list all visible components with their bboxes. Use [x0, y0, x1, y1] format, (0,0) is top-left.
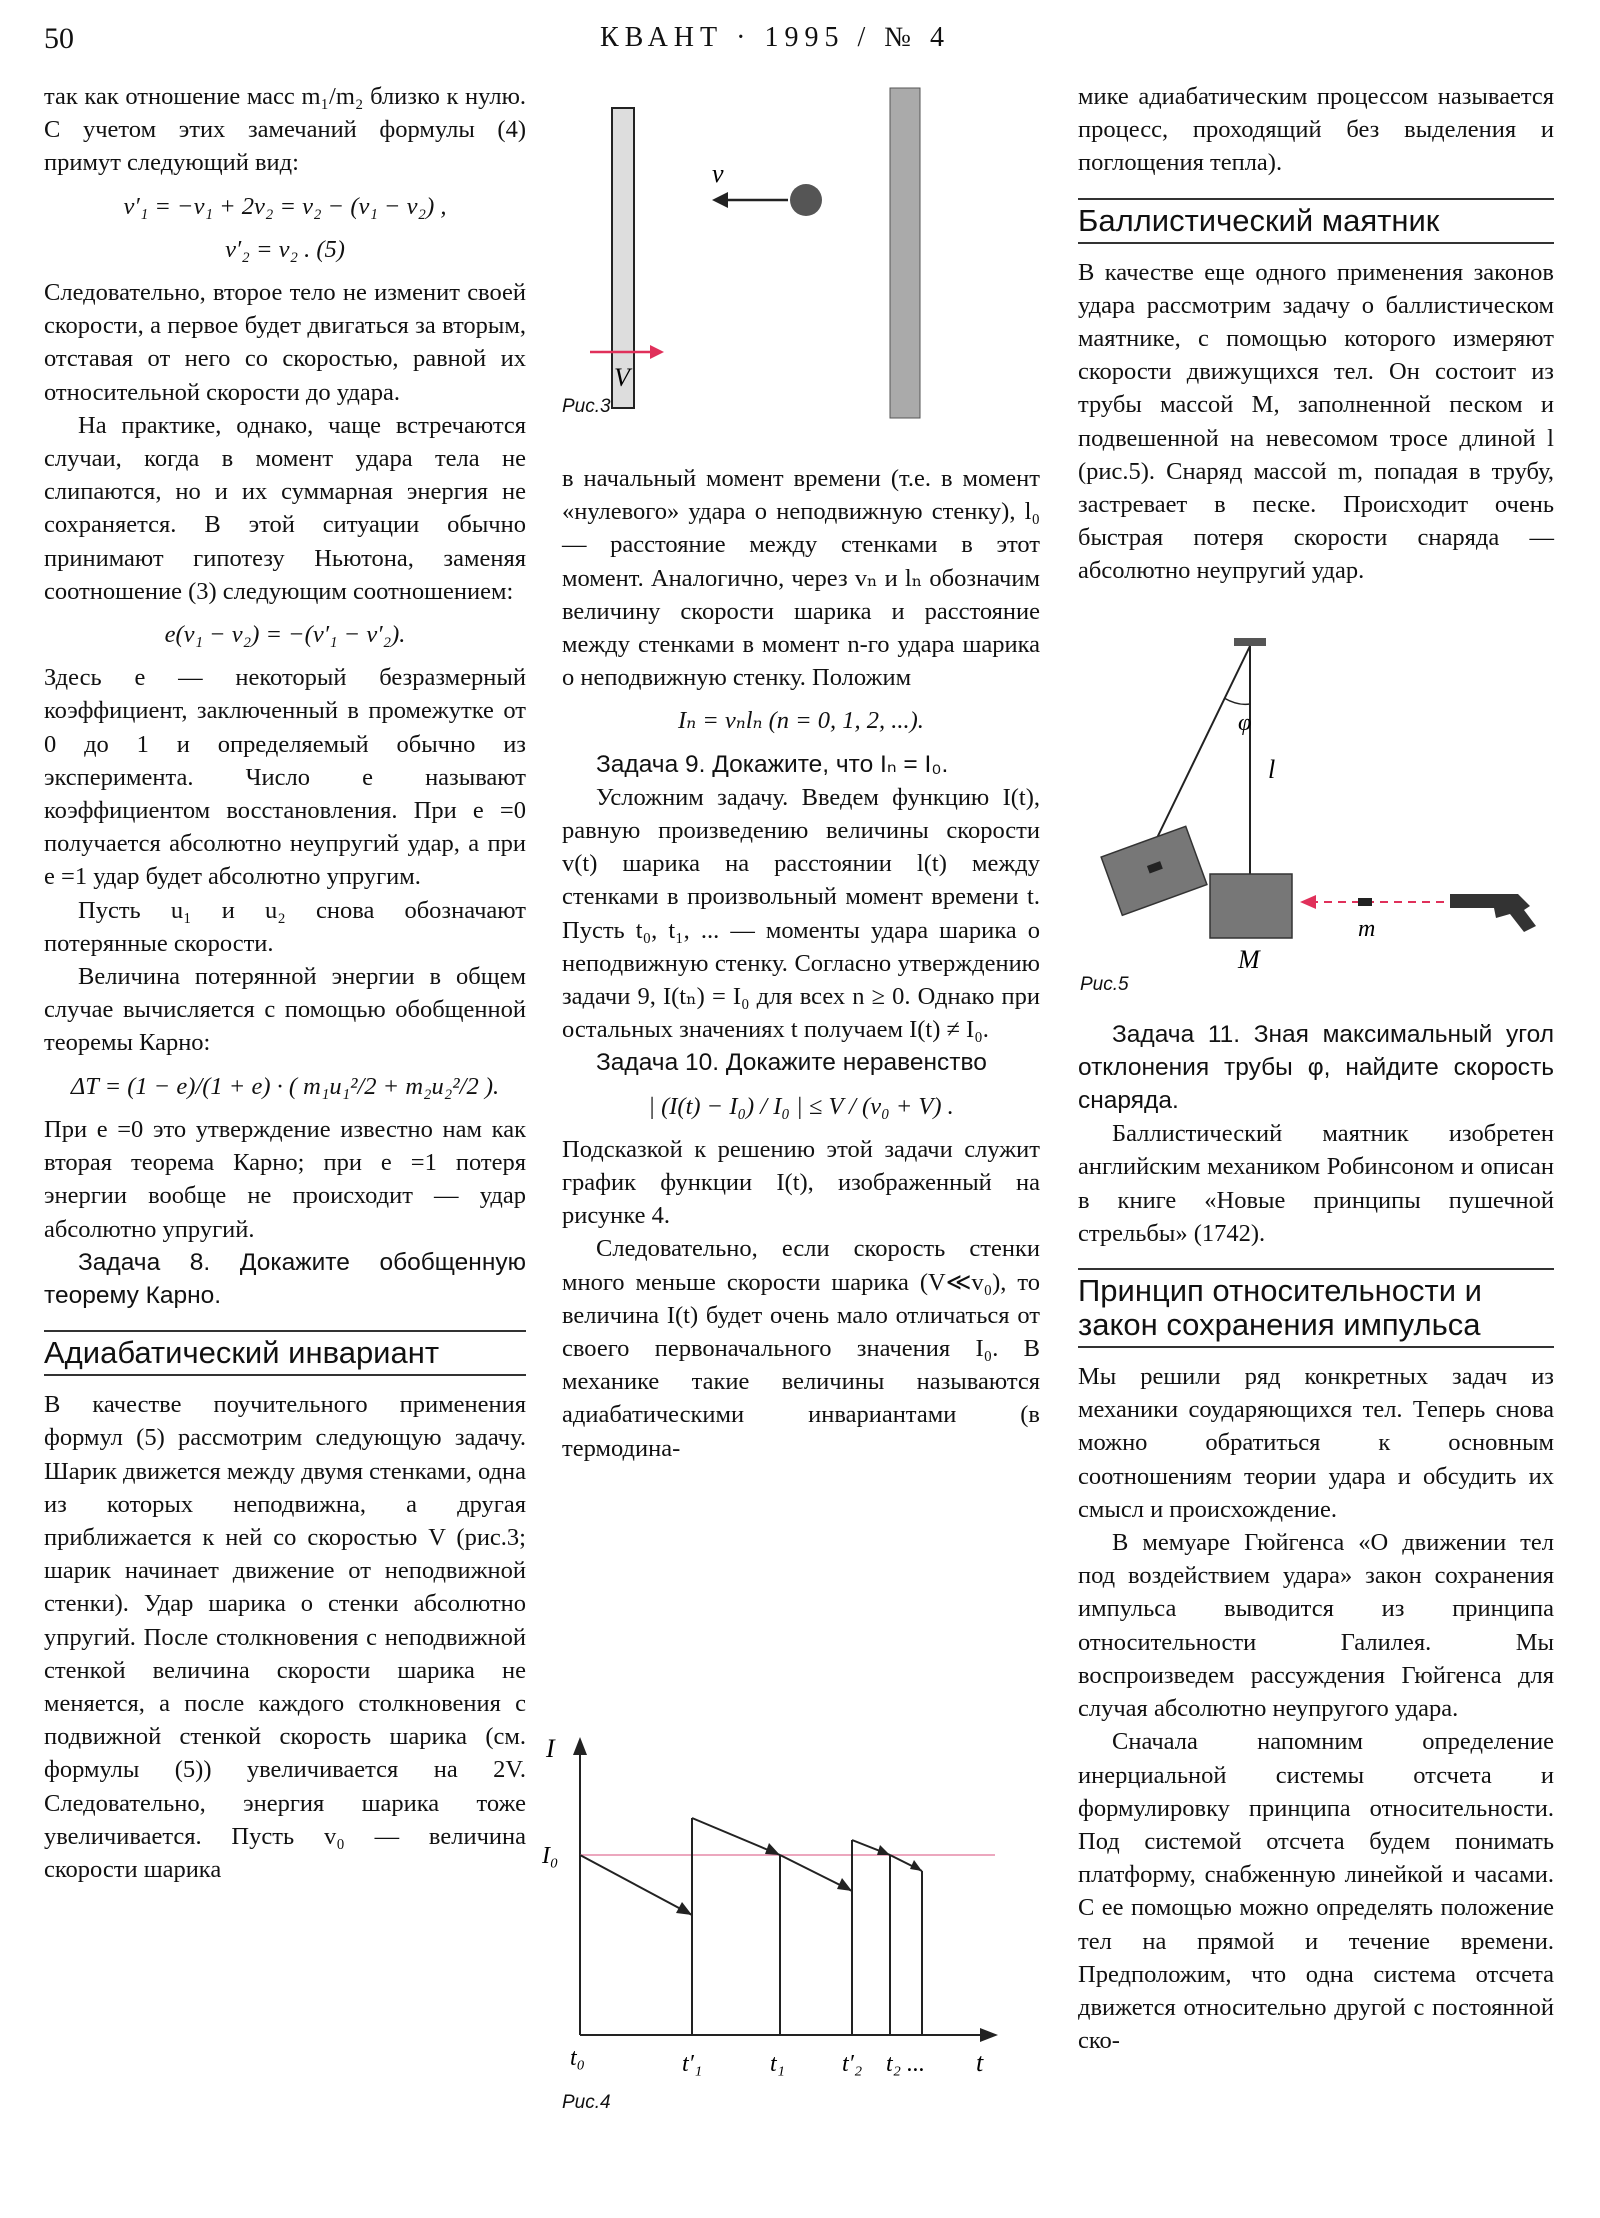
paragraph: В качестве еще одного применения законов удара рассмотрим задачу о баллистическом маятнике, с помощью которого измеряют скорости движущихся тел. Он состоит из трубы массой M, заполненной песком и подвешенной на невесомом тросе длиной l (рис.5). Снаряд массой m, попадая в трубу, застревает в песке. Происходит очень быстрая потеря скорости снаряда — абсолютно неупругий удар. — [1078, 258, 1554, 585]
figure-5 — [1078, 628, 1558, 978]
figure-3-caption: Рис.3 — [562, 396, 611, 417]
paragraph: В мемуаре Гюйгенса «О движении тел под воздействием удара» закон сохранения импульса выводится из принципа относительности Галилея. Мы воспроизведем рассуждения Гюйгенса для случая абсолютно неупругого удара. — [1078, 1529, 1554, 1723]
problem-8: Задача 8. Докажите обобщенную теорему Карно. — [44, 1248, 526, 1309]
section-heading-ballistic: Баллистический маятник — [1078, 198, 1554, 244]
column-2 — [562, 462, 1040, 1465]
ceiling-mount — [1234, 638, 1266, 646]
figure-5-caption: Рис.5 — [1080, 974, 1129, 995]
tick-t0: t₀ — [570, 2045, 586, 2071]
label-M: M — [1238, 945, 1260, 974]
problem-9: Задача 9. Докажите, что Iₙ = I₀. — [596, 750, 949, 778]
fixed-wall — [890, 88, 920, 418]
paragraph: Следовательно, если скорость стенки много меньше скорости шарика (V≪v₀), то величина I(t) будет очень мало отличаться от своего первоначального значения I₀. В механике такие величины называются адиабатическими инвариантами (в термодина- — [562, 1235, 1040, 1462]
pendulum-deflected — [1101, 826, 1207, 915]
label-V: V — [614, 363, 630, 392]
paragraph: В качестве поучительного применения формул (5) рассмотрим следующую задачу. Шарик движется между двумя стенками, одна из которых неподвижна, а другая приближается к ней со скоростью V (рис.3; шарик начинает движение от неподвижной стенки). Удар шарика о стенки абсолютно упругий. После столкновения с неподвижной стенкой величина скорости шарика не меняется, а после каждого столкновения с подвижной стенкой скорость шарика (см. формулы (5)) увеличивается на 2V. Следовательно, энергия шарика тоже увеличивается. Пусть v₀ — величина скорости шарика — [44, 1391, 526, 1883]
tick-t2-prime: t′₂ — [842, 2051, 863, 2077]
projectile-m — [1358, 898, 1372, 906]
rope-deflected — [1156, 646, 1250, 840]
tick-t1: t₁ — [770, 2051, 786, 2077]
paragraph: так как отношение масс m₁/m₂ близко к нулю. С учетом этих замечаний формулы (4) примут следующий вид: — [44, 83, 526, 177]
paragraph: в начальный момент времени (т.е. в момент «нулевого» удара о неподвижную стенку), l₀ — расстояние между стенками в этот момент. Аналогично, через vₙ и lₙ обозначим величину скорости шарика и расстояние между стенками в момент n-го удара шарика о неподвижную стенку. Положим — [562, 465, 1040, 692]
formula-5a: v′₁ = −v₁ + 2v₂ = v₂ − (v₁ − v₂) , — [123, 192, 447, 220]
formula-newton: e(v₁ − v₂) = −(v′₁ − v′₂). — [164, 621, 406, 649]
formula-carnot: ΔT = (1 − e)/(1 + e) · ( m₁u₁²/2 + m₂u₂²/2 ). — [70, 1072, 500, 1100]
section-heading-relativity: Принцип относительности и закон сохранения импульса — [1078, 1268, 1554, 1348]
paragraph: Здесь e — некоторый безразмерный коэффициент, заключенный в промежутке от 0 до 1 и определяемый обычно из эксперимента. Число e называют коэффициентом восстановления. При e =0 получается абсолютно неупругий удар, а при e =1 удар будет абсолютно упругим. — [44, 664, 526, 891]
page-number: 50 — [44, 22, 74, 55]
arrowhead — [877, 1845, 890, 1855]
problem-10: Задача 10. Докажите неравенство — [596, 1049, 987, 1077]
column-1 — [44, 80, 526, 1886]
formula-inequality: | (I(t) − I₀) / I₀ | ≤ V / (v₀ + V) . — [648, 1092, 954, 1120]
section-heading-adiabatic: Адиабатический инвариант — [44, 1330, 526, 1376]
figure-4-caption: Рис.4 — [562, 2092, 611, 2113]
label-i0: I₀ — [542, 1843, 559, 1869]
projectile-arrow — [1300, 895, 1316, 909]
label-x-axis: t — [976, 2048, 984, 2077]
graph-lines — [580, 1818, 922, 2035]
label-m: m — [1358, 916, 1376, 942]
figure-3 — [560, 80, 1040, 420]
paragraph: Сначала напомним определение инерциальной системы отсчета и формулировку принципа относительности. Под системой отсчета будем понимать платформу, снабженную линейкой и часами. С ее помощью можно определять положение тел на прямой и течение времени. Предположим, что одна система отсчета движется относительно другой с постоянной ско- — [1078, 1728, 1554, 2055]
angle-arc — [1224, 698, 1250, 704]
tick-t1-prime: t′₁ — [682, 2051, 703, 2077]
figure-4 — [540, 1735, 1060, 2095]
arrowhead — [837, 1878, 852, 1891]
graph-arrowheads — [676, 1843, 922, 1915]
label-l: l — [1268, 755, 1276, 784]
formula-invariant: Iₙ = vₙlₙ (n = 0, 1, 2, ...). — [678, 707, 924, 735]
problem-11: Задача 11. Зная максимальный угол отклонения трубы φ, найдите скорость снаряда. — [1078, 1020, 1554, 1115]
paragraph: Баллистический маятник изобретен английским механиком Робинсоном и описан в книге «Новые принципы пушечной стрельбы» (1742). — [1078, 1120, 1554, 1247]
ball — [790, 184, 822, 216]
tick-t2: t₂ ... — [886, 2051, 926, 2077]
y-axis-arrow — [573, 1737, 587, 1755]
x-axis-arrow — [980, 2028, 998, 2042]
label-v: v — [712, 159, 724, 188]
formula-5b: v′₂ = v₂ . (5) — [225, 235, 345, 263]
graph-segment — [580, 1855, 692, 1915]
paragraph: Следовательно, второе тело не изменит своей скорости, а первое будет двигаться за вторым, отставая от него со скоростью, равной их относительной скорости до удара. — [44, 279, 526, 406]
paragraph: Усложним задачу. Введем функцию I(t), равную произведению величины скорости v(t) шарика на расстоянии l(t) между стенками в произвольный момент времени t. Пусть t₀, t₁, ... — моменты удара шарика о неподвижную стенку. Согласно утверждению задачи 9, I(tₙ) = I₀ для всех n ≥ 0. Однако при остальных значениях t получаем I(t) ≠ I₀. — [562, 783, 1040, 1044]
arrowhead — [910, 1860, 922, 1871]
arrowhead — [765, 1843, 780, 1855]
tube-M — [1210, 874, 1292, 938]
paragraph: Величина потерянной энергии в общем случае вычисляется с помощью обобщенной теоремы Карно: — [44, 963, 526, 1057]
gun-icon — [1450, 894, 1536, 932]
paragraph: Пусть u₁ и u₂ снова обозначают потерянные скорости. — [44, 896, 526, 957]
paragraph: Подсказкой к решению этой задачи служит график функции I(t), изображенный на рисунке 4. — [562, 1135, 1040, 1230]
paragraph: Мы решили ряд конкретных задач из механики соударяющихся тел. Теперь снова можно обратиться к основным соотношениям теории удара и обсудить их смысл и происхождение. — [1078, 1363, 1554, 1523]
paragraph: мике адиабатическим процессом называется процесс, проходящий без выделения и поглощения тепла). — [1078, 83, 1554, 177]
journal-header: КВАНТ · 1995 / № 4 — [600, 22, 950, 53]
label-phi: φ — [1238, 710, 1252, 736]
arrow-head — [650, 345, 664, 359]
paragraph: При e =0 это утверждение известно нам как вторая теорема Карно; при e =1 потеря энергии вообще не происходит — удар абсолютно упругий. — [44, 1115, 526, 1243]
arrow-head — [712, 192, 728, 208]
column-3 — [1078, 80, 1554, 2057]
label-y-axis: I — [546, 1734, 555, 1763]
paragraph: На практике, однако, чаще встречаются случаи, когда в момент удара тела не слипаются, но и их суммарная энергия не сохраняется. В этой ситуации обычно принимают гипотезу Ньютона, заменяя соотношение (3) следующим соотношением: — [44, 411, 526, 605]
